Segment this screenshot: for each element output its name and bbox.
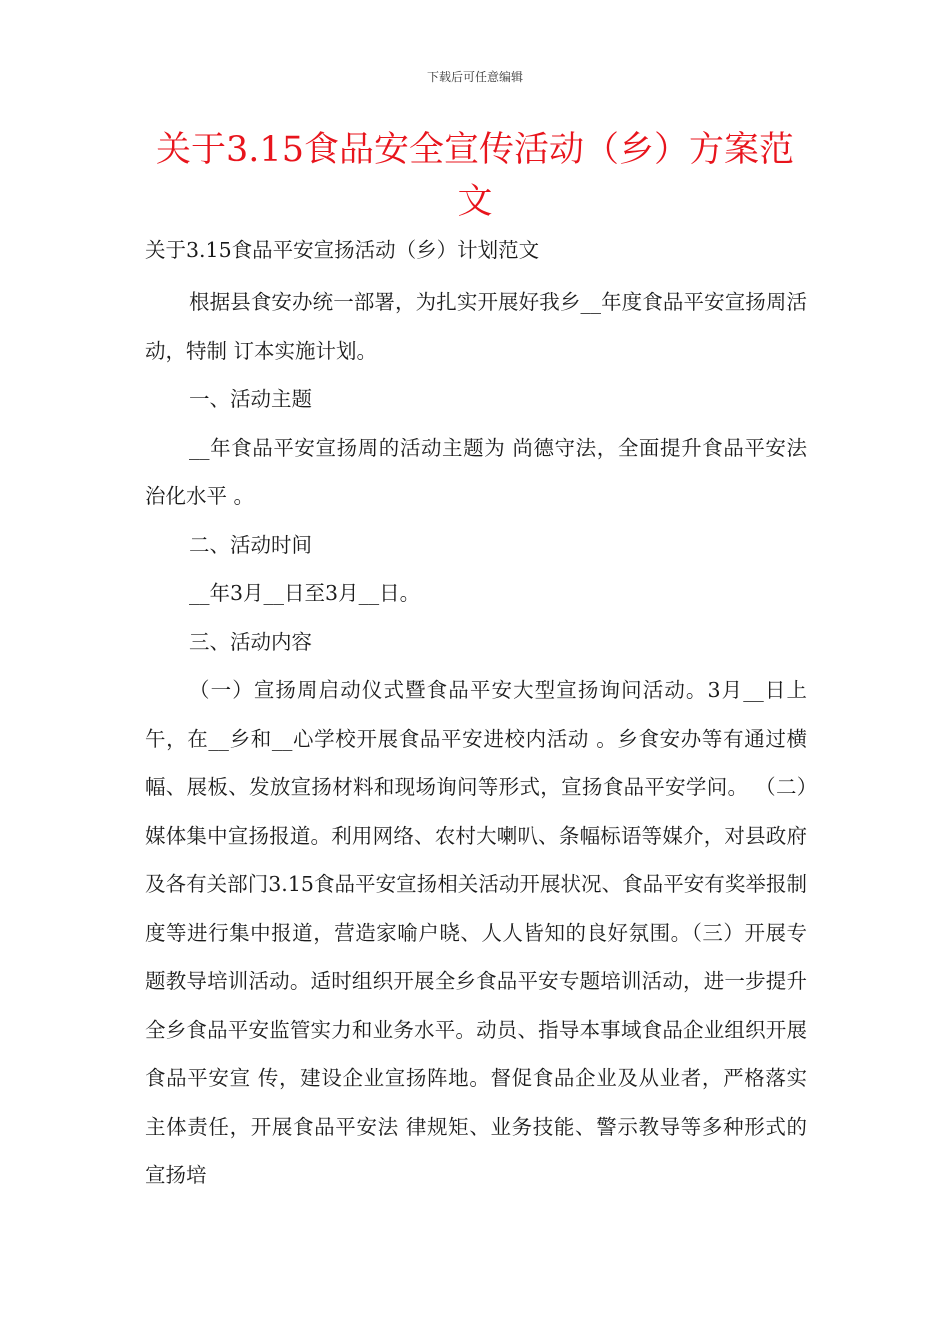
header-note: 下载后可任意编辑 (426, 70, 523, 84)
time-paragraph: __年3月__日至3月__日。 (189, 581, 421, 605)
section-heading-time: 二、活动时间 (189, 532, 312, 557)
document-title: 关于3.15食品安全宣传活动（乡）方案范文 (156, 130, 794, 222)
subtitle-paragraph: 关于3.15食品平安宣扬活动（乡）计划范文 (145, 238, 540, 262)
section-heading-theme: 一、活动主题 (189, 387, 312, 411)
section-heading-content: 三、活动内容 (189, 629, 312, 654)
document-body (145, 230, 807, 1200)
theme-paragraph: __年食品平安宣扬周的活动主题为 尚德守法，全面提升食品平安法治化水平 。 (145, 435, 807, 508)
intro-paragraph: 根据县食安办统一部署，为扎实开展好我乡__年度食品平安宣扬周活动，特制 订本实施计划。 (145, 290, 807, 363)
content-paragraph: （一）宣扬周启动仪式暨食品平安大型宣扬询问活动。3月__日上午，在__乡和__心学校开展食品平安进校内活动 。乡食安办等有通过横幅、展板、发放宣扬材料和现场询问等形式，宣扬食品平安学问。 （二）媒体集中宣扬报道。利用网络、农村大喇叭、条幅标语等媒介，对县政府及各有关部门3.15食品平安宣扬相关活动开展状况、食品平安有奖举报制度等进行集中报道，营造家喻户晓、人人皆知的良好氛围。（三）开展专题教导培训活动。适时组织开展全乡食品平安专题培训活动，进一步提升全乡食品平安监管实力和业务水平。动员、指导本事域食品企业组织开展食品平安宣 传，建设企业宣扬阵地。督促食品企业及从业者，严格落实主体责任，开展食品平安法 律规矩、业务技能、警示教导等多种形式的宣扬培 (145, 678, 807, 1187)
